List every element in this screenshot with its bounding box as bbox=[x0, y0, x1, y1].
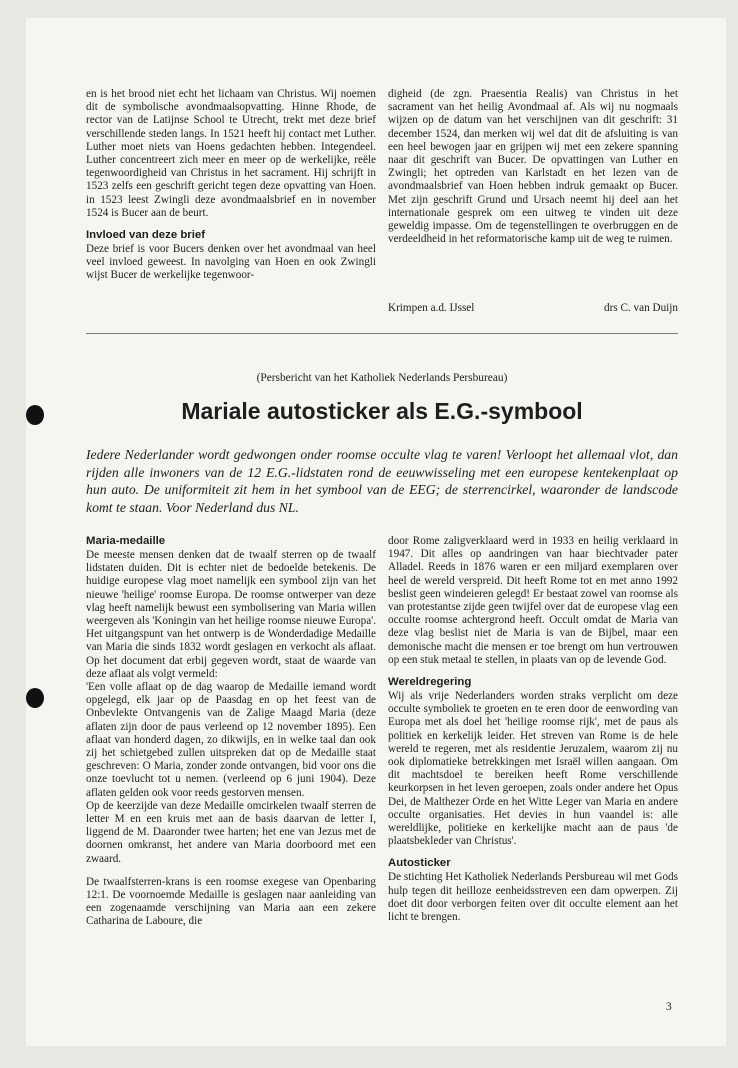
article-right-p3: De stichting Het Katholiek Nederlands Persbureau wil met Gods hulp tegen dit heilloze eenheidsstreven een dam opwerpen. Zij doet dit door verborgen feiten over dit occulte element aan het licht te brengen. bbox=[388, 871, 678, 924]
article-left-p1: De meeste mensen denken dat de twaalf sterren op de twaalf lidstaten duiden. Dit is echter niet de bedoelde betekenis. De huidige europese vlag moet namelijk een symbool zijn van het nieuwe 'heilige' roomse Europa. De roomse ontwerper van deze vlag heeft namelijk bewust een symbolisering van Maria willen weergeven als 'Koningin van het heilige roomse nieuwe Europa'. Het uitgangspunt van het ontwerp is de Wonderdadige Medaille van Maria die sinds 1832 wordt geslagen en verkocht als aflaat. Op het document dat erbij gegeven wordt, staat de waarde van deze aflaat als volgt vermeld: bbox=[86, 549, 376, 680]
top-left-continuation: Deze brief is voor Bucers denken over het avondmaal van heel veel invloed geweest. In navolging van Hoen en ook Zwingli wijst Bucer de werkelijke tegenwoor- bbox=[86, 243, 376, 282]
article-left-column bbox=[86, 535, 376, 929]
top-right-paragraph: digheid (de zgn. Praesentia Realis) van Christus in het sacrament van het heilig Avondmaal af. Als wij nu nogmaals wijzen op de datum van het verschijnen van dit geschrift: 31 december 1524, dan merken wij wel dat dit de afsluiting is van een heel bewogen jaar en grijpen wij met een zekere spanning naar dit geschrift van Bucer. De opvattingen van Luther en Zwingli; het optreden van Karlstadt en het lezen van de avondmaalsbrief van Hoen hebben indruk gemaakt op Bucer. Met zijn geschrift Grund und Ursach neemt hij deel aan het internationale gesprek om een uitweg te vinden uit deze geweldig impasse. Om de tegenstellingen te overbruggen en de verdeeldheid in het reformatorische kamp uit de weg te ruimen. bbox=[388, 88, 678, 246]
punch-hole-bottom bbox=[26, 688, 44, 708]
punch-hole-top bbox=[26, 405, 44, 425]
section-divider bbox=[86, 333, 678, 334]
article-right-p1: door Rome zaligverklaard werd in 1933 en heilig verklaard in 1947. Dit alles op aandringen van haar biechtvader pater Alladel. Reeds in 1876 waren er een miljard exemplaren over heel de wereld verspreid. Dit heeft Rome tot en met anno 1992 beslist geen windeieren gelegd! Er bestaat zowel van roomse als van protestantse zijde geen twijfel over dat de europese vlag een occulte roomse achtergrond heeft. Occult omdat de Maria van deze vlag beslist niet de Maria is van de Bijbel, maar een demonische macht die mensen er toe brengt om hun vertrouwen op een stuk metaal te stellen, in plaats van op de levende God. bbox=[388, 535, 678, 666]
top-left-paragraph: en is het brood niet echt het lichaam van Christus. Wij noemen dit de symbolische avondmaalsopvatting. Hinne Rhode, de rector van de Latijnse School te Utrecht, trekt met deze brief verschillende steden langs. In 1521 heeft hij contact met Luther. Luther moet niets van Hoens gedachten hebben. Integendeel. Luther concentreert zich meer en meer op de werkelijke, reële tegenwoordigheid van Christus in het sacrament. Hij schrijft in 1523 zelfs een geschrift gericht tegen deze opvatting van Hoen. in 1523 leest Zwingli deze avondmaalsbrief en in november 1524 is Bucer aan de beurt. bbox=[86, 88, 376, 219]
article-lead: Iedere Nederlander wordt gedwongen onder roomse occulte vlag te varen! Verloopt het allemaal vlot, dan rijden alle inwoners van de 12 E.G.-lidstaten rond de eeuwwisseling met een europese kentekenplaat op hun auto. De uniformiteit zit hem in het symbool van de EEG; de sterrencirkel, waaronder de landscode komt te staan. Voor Nederland dus NL. bbox=[86, 447, 678, 515]
signature-author: drs C. van Duijn bbox=[604, 302, 678, 314]
heading-maria-medaille: Maria-medaille bbox=[86, 535, 166, 547]
signature-place: Krimpen a.d. IJssel bbox=[388, 302, 475, 314]
top-right-column bbox=[388, 88, 678, 246]
heading-wereldregering: Wereldregering bbox=[388, 676, 472, 689]
press-note: (Persbericht van het Katholiek Nederlands Persbureau) bbox=[256, 372, 508, 384]
article-left-p4: De twaalfsterren-krans is een roomse exegese van Openbaring 12:1. De voornoemde Medaille is geslagen naar aanleiding van een zogenaamde verschijning van Maria aan een zekere Catharina de Laboure, die bbox=[86, 875, 376, 928]
signature-line bbox=[388, 302, 678, 314]
article-left-p3: Op de keerzijde van deze Medaille omcirkelen twaalf sterren de letter M en een kruis met aan de basis daarvan de letter I, liggend de M. Daaronder twee harten; het ene van Jezus met de doornen omkranst, het andere van Maria doorboord met een zwaard. bbox=[86, 799, 376, 865]
heading-invloed: Invloed van deze brief bbox=[86, 229, 206, 242]
article-right-p2: Wij als vrije Nederlanders worden straks verplicht om deze occulte symboliek te groeten en te eren door de eenwording van Europa met als doel het 'heilige roomse rijk', met de paus als politiek en kerkelijk leider. Het streven van Rome is de hele wereld te regeren, met als residentie Jeruzalem, waarom zij nu ook diplomatieke betrekkingen met Israël willen aangaan. Om dit machtsdoel te bereiken heeft Rome verschillende keurkorpsen in het leven geroepen, zoals onder andere het Opus Dei, de Malthezer Orde en het Witte Leger van Maria en andere occulte organisaties. Het devies in hun vaandel is: alle wereldlijke, politieke en kerkelijke macht aan de paus 'de plaatsbekleder van Christus'. bbox=[388, 690, 678, 848]
top-left-column bbox=[86, 88, 376, 283]
article-left-p2: 'Een volle aflaat op de dag waarop de Medaille iemand wordt opgelegd, elk jaar op de Paasdag en op het feest van de Onbevlekte Ontvangenis van de Zalige Maagd Maria (deze aflaten zijn door de paus verleend op 12 november 1895). Een aflaat van honderd dagen, zo dikwijls, en in welke taal dan ook zij het schietgebed zullen uitspreken dat op de Medaille staat geschreven: O Maria, zonder zonde ontvangen, bid voor ons die onze toevlucht tot u nemen. (verleend op 6 juni 1904). Deze aflaten gelden ook voor reeds gestorven mensen. bbox=[86, 681, 376, 799]
page-number: 3 bbox=[666, 1001, 672, 1013]
article-right-column bbox=[388, 535, 678, 924]
article-title: Mariale autosticker als E.G.-symbool bbox=[181, 398, 583, 424]
heading-autosticker: Autosticker bbox=[388, 857, 451, 870]
